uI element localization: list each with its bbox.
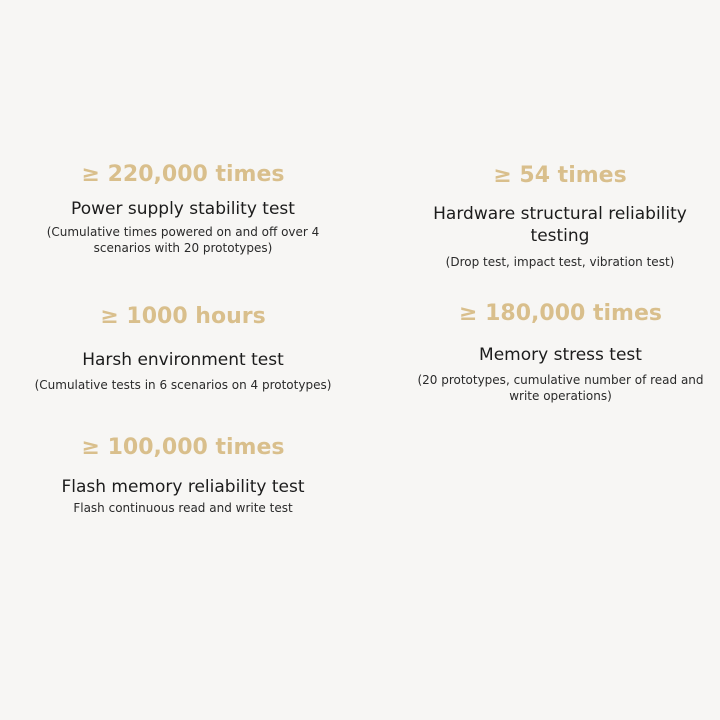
stat-title: Memory stress test	[479, 345, 642, 365]
stat-harsh-environment	[28, 302, 338, 393]
stat-flash-memory	[30, 433, 336, 516]
stat-value: ≥ 100,000 times	[81, 435, 285, 460]
stat-description: (Drop test, impact test, vibration test)	[445, 255, 675, 269]
stat-value: ≥ 54 times	[493, 163, 627, 188]
stat-title: Flash memory reliability test	[61, 477, 305, 497]
stat-value: ≥ 1000 hours	[100, 304, 266, 329]
stat-description: (Cumulative tests in 6 scenarios on 4 prototypes)	[34, 378, 332, 392]
stat-memory-stress	[408, 299, 713, 404]
stat-description: (Cumulative times powered on and off over 4 scenarios with 20 prototypes)	[46, 225, 320, 255]
stat-title: Hardware structural reliability testing	[433, 204, 687, 246]
stat-description: (20 prototypes, cumulative number of read and write operations)	[417, 373, 704, 403]
stat-description: Flash continuous read and write test	[73, 501, 293, 515]
stat-value: ≥ 220,000 times	[81, 162, 285, 187]
stat-title: Power supply stability test	[71, 199, 295, 219]
stat-power-supply	[30, 160, 336, 256]
stat-hardware-structural	[415, 161, 705, 270]
stat-title: Harsh environment test	[82, 350, 284, 370]
stat-value: ≥ 180,000 times	[459, 301, 662, 326]
